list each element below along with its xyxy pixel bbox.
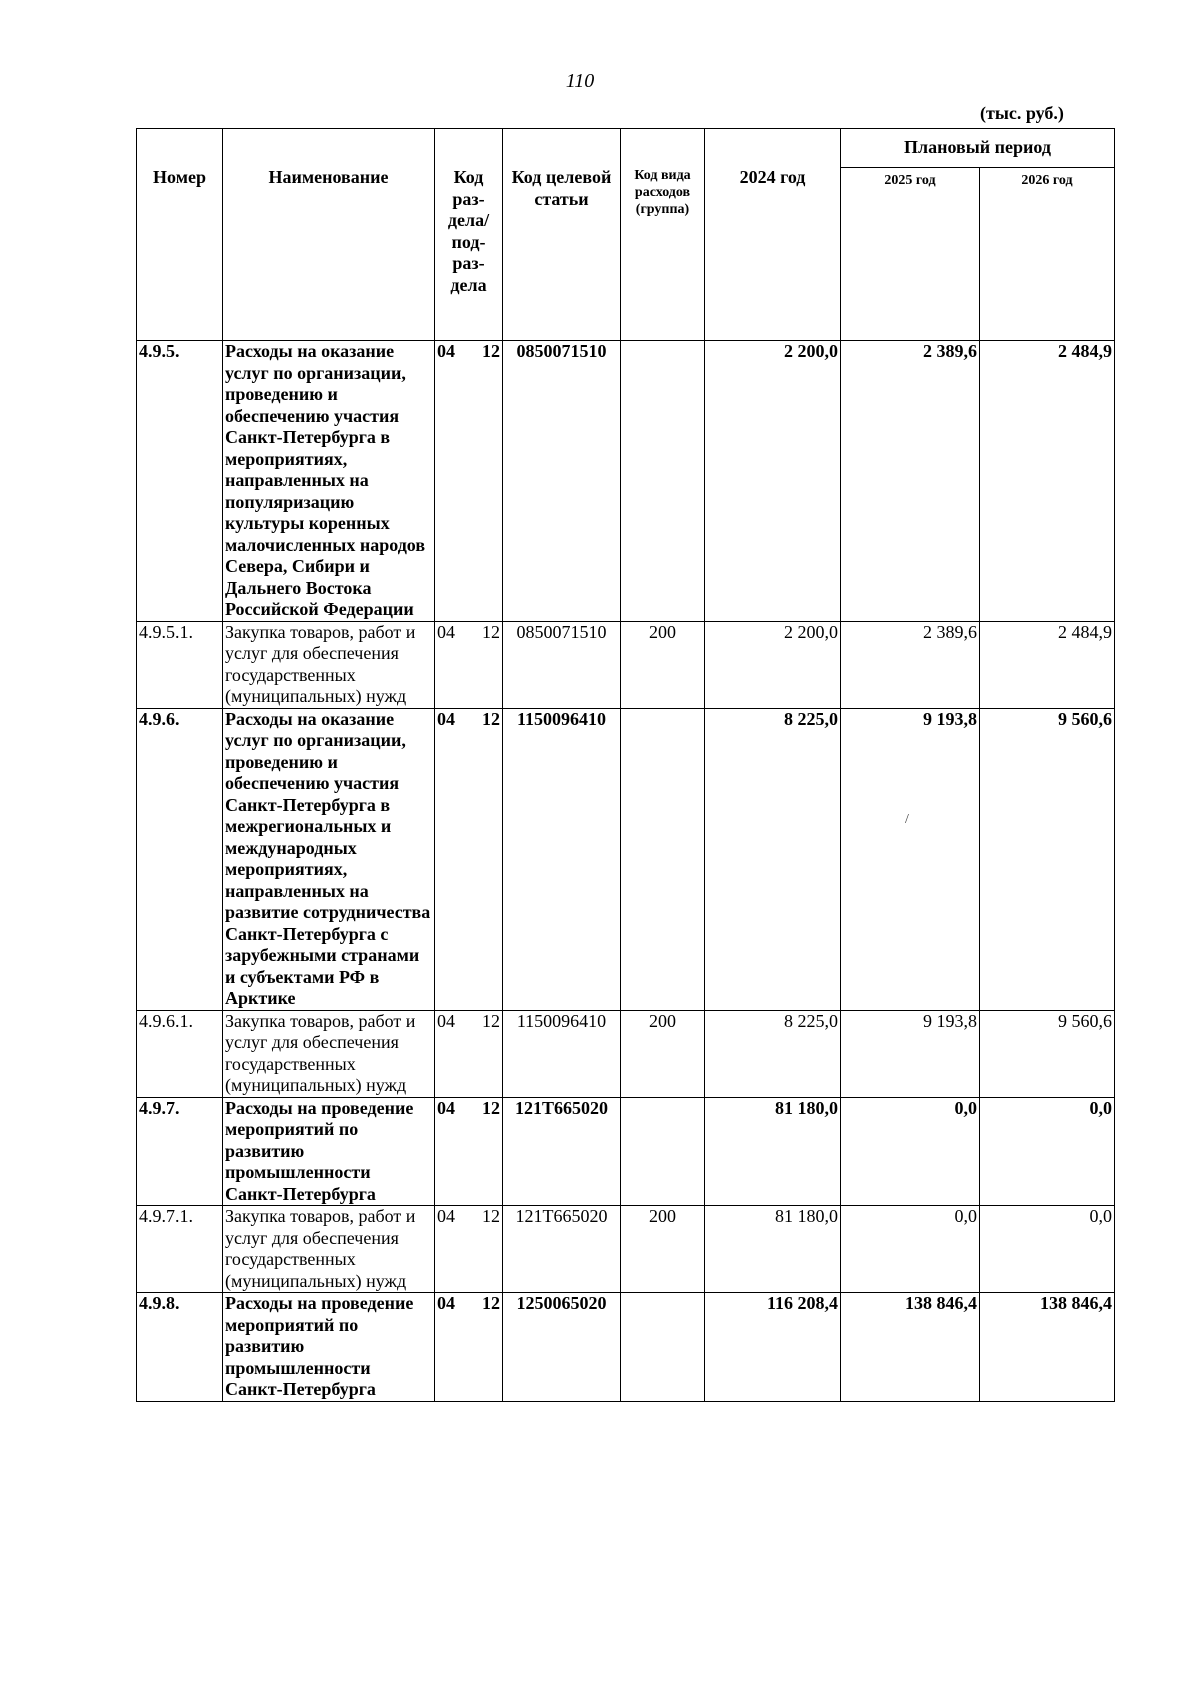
- cell-section-code: [435, 708, 503, 1010]
- cell-2025: 0,0: [841, 1206, 980, 1293]
- header-expense-kind: Код вида расходов (группа): [621, 129, 705, 341]
- table-row: [137, 1206, 1115, 1293]
- subsection-code: 12: [482, 1010, 500, 1031]
- units-label: (тыс. руб.): [980, 103, 1064, 123]
- subsection-code: 12: [482, 1293, 500, 1313]
- cell-2025: 9 193,8: [841, 708, 980, 1010]
- cell-expense-kind: 200: [621, 621, 705, 708]
- section-code: 04: [437, 1010, 455, 1031]
- cell-target-code: 0850071510: [503, 341, 621, 622]
- cell-expense-kind: [621, 708, 705, 1010]
- cell-target-code: 1250065020: [503, 1293, 621, 1402]
- header-section: Код раз-дела/ под-раз-дела: [435, 129, 503, 341]
- subsection-code: 12: [482, 1097, 500, 1118]
- cell-section-code: [435, 1010, 503, 1097]
- cell-number: 4.9.6.: [137, 708, 223, 1010]
- cell-name: Расходы на оказание услуг по организации, проведению и обеспечению участия Санкт-Петербурга в мероприятиях, направленных на популяризацию культуры коренных малочисленных народов Севера, Сибири и Дальнего Востока Российской Федерации: [223, 341, 435, 622]
- subsection-code: 12: [482, 341, 500, 361]
- cell-target-code: 1150096410: [503, 708, 621, 1010]
- stray-mark: /: [905, 812, 909, 827]
- cell-section-code: [435, 1097, 503, 1206]
- cell-number: 4.9.8.: [137, 1293, 223, 1402]
- cell-expense-kind: [621, 341, 705, 622]
- cell-name: Расходы на оказание услуг по организации, проведению и обеспечению участия Санкт-Петербурга в межрегиональных и международных мероприятиях, направленных на развитие сотрудничества Санкт-Петербурга с зарубежными странами и субъектами РФ в Арктике: [223, 708, 435, 1010]
- cell-number: 4.9.5.1.: [137, 621, 223, 708]
- header-year-2024: 2024 год: [705, 129, 841, 341]
- cell-2026: 0,0: [980, 1097, 1115, 1206]
- cell-number: 4.9.5.: [137, 341, 223, 622]
- cell-section-code: [435, 341, 503, 622]
- table-row: [137, 708, 1115, 1010]
- section-code: 04: [437, 1097, 455, 1118]
- cell-name: Закупка товаров, работ и услуг для обеспечения государственных (муниципальных) нужд: [223, 621, 435, 708]
- cell-2025: 0,0: [841, 1097, 980, 1206]
- section-code: 04: [437, 1293, 455, 1313]
- section-code: 04: [437, 708, 455, 729]
- header-number: Номер: [137, 129, 223, 341]
- cell-expense-kind: 200: [621, 1206, 705, 1293]
- table-row: [137, 341, 1115, 622]
- subsection-code: 12: [482, 621, 500, 642]
- cell-2026: 9 560,6: [980, 1010, 1115, 1097]
- cell-target-code: 121Т665020: [503, 1206, 621, 1293]
- section-code: 04: [437, 621, 455, 642]
- cell-2024: 8 225,0: [705, 1010, 841, 1097]
- table-header: [137, 129, 1115, 341]
- cell-number: 4.9.6.1.: [137, 1010, 223, 1097]
- cell-expense-kind: [621, 1293, 705, 1402]
- cell-section-code: [435, 1293, 503, 1402]
- section-code: 04: [437, 1206, 455, 1226]
- cell-2024: 81 180,0: [705, 1206, 841, 1293]
- subsection-code: 12: [482, 708, 500, 729]
- cell-2026: 2 484,9: [980, 621, 1115, 708]
- cell-2024: 8 225,0: [705, 708, 841, 1010]
- cell-2025: 9 193,8: [841, 1010, 980, 1097]
- header-year-2025: 2025 год: [841, 168, 980, 341]
- cell-name: Расходы на проведение мероприятий по развитию промышленности Санкт-Петербурга: [223, 1097, 435, 1206]
- cell-2024: 81 180,0: [705, 1097, 841, 1206]
- header-year-2026: 2026 год: [980, 168, 1115, 341]
- cell-target-code: 1150096410: [503, 1010, 621, 1097]
- cell-section-code: [435, 621, 503, 708]
- cell-target-code: 0850071510: [503, 621, 621, 708]
- cell-expense-kind: [621, 1097, 705, 1206]
- cell-name: Закупка товаров, работ и услуг для обеспечения государственных (муниципальных) нужд: [223, 1010, 435, 1097]
- table-row: [137, 1010, 1115, 1097]
- table-body: [137, 341, 1115, 1402]
- cell-2026: 138 846,4: [980, 1293, 1115, 1402]
- cell-2025: 2 389,6: [841, 621, 980, 708]
- cell-2026: 2 484,9: [980, 341, 1115, 622]
- cell-number: 4.9.7.: [137, 1097, 223, 1206]
- budget-table: [136, 128, 1115, 1402]
- page-number: 110: [565, 70, 595, 92]
- cell-2026: 0,0: [980, 1206, 1115, 1293]
- cell-number: 4.9.7.1.: [137, 1206, 223, 1293]
- cell-name: Закупка товаров, работ и услуг для обеспечения государственных (муниципальных) нужд: [223, 1206, 435, 1293]
- subsection-code: 12: [482, 1206, 500, 1226]
- cell-2026: 9 560,6: [980, 708, 1115, 1010]
- header-target: Код целевой статьи: [503, 129, 621, 341]
- table-row: [137, 1293, 1115, 1402]
- cell-2025: 2 389,6: [841, 341, 980, 622]
- table-row: [137, 621, 1115, 708]
- section-code: 04: [437, 341, 455, 361]
- cell-2024: 2 200,0: [705, 621, 841, 708]
- table-row: [137, 1097, 1115, 1206]
- header-name: Наименование: [223, 129, 435, 341]
- cell-2024: 2 200,0: [705, 341, 841, 622]
- cell-section-code: [435, 1206, 503, 1293]
- cell-expense-kind: 200: [621, 1010, 705, 1097]
- cell-name: Расходы на проведение мероприятий по развитию промышленности Санкт-Петербурга: [223, 1293, 435, 1402]
- cell-2024: 116 208,4: [705, 1293, 841, 1402]
- header-plan-period: Плановый период: [841, 129, 1115, 168]
- cell-2025: 138 846,4: [841, 1293, 980, 1402]
- cell-target-code: 121Т665020: [503, 1097, 621, 1206]
